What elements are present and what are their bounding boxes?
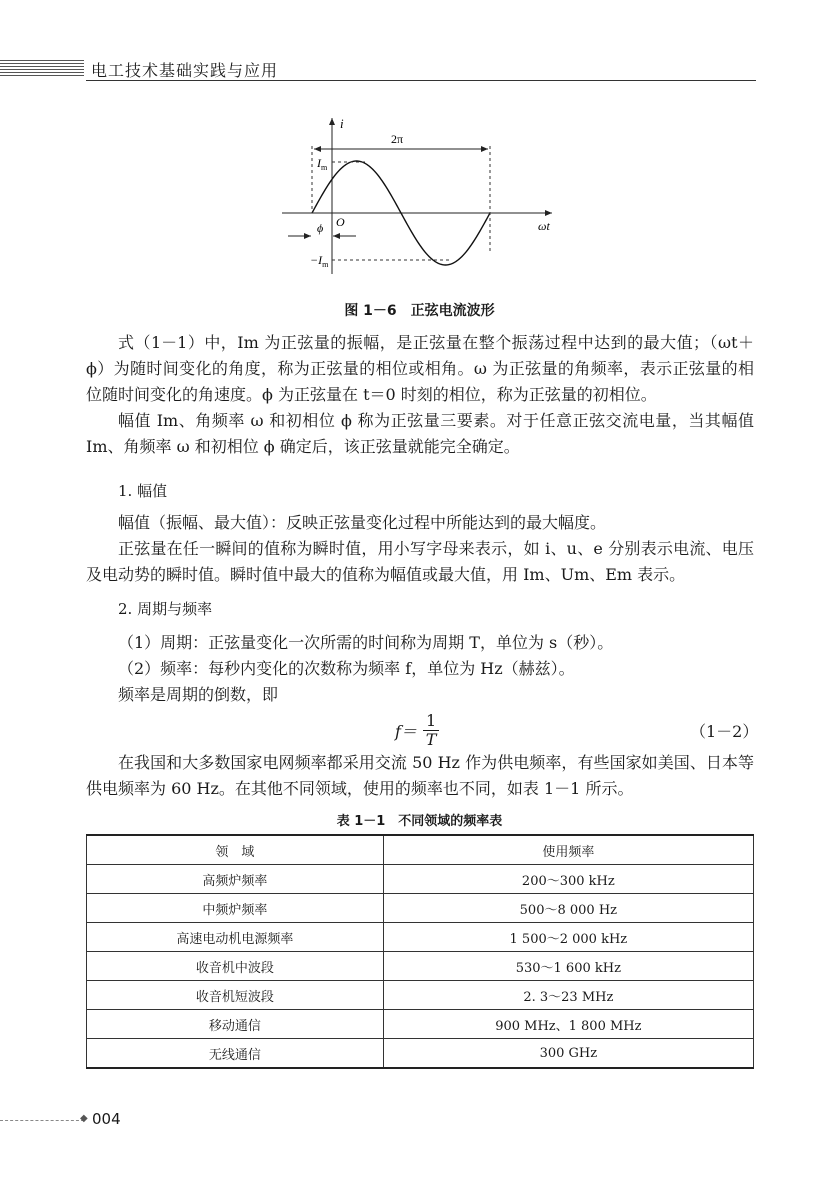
table-cell-frequency: 500～8 000 Hz: [383, 894, 753, 923]
table-header-domain: 领 域: [87, 835, 384, 865]
sine-wave-figure: [270, 112, 570, 282]
table-cell-frequency: 900 MHz、1 800 MHz: [383, 1010, 753, 1039]
table-cell-frequency: 530～1 600 kHz: [383, 952, 753, 981]
section-heading-amplitude: 1. 幅值: [118, 482, 168, 500]
formula-denominator: T: [425, 730, 437, 749]
label-i: i: [340, 116, 344, 131]
table-cell-domain: 收音机中波段: [87, 952, 384, 981]
table-cell-domain: 移动通信: [87, 1010, 384, 1039]
page-number: 004: [92, 1110, 121, 1128]
label-o: O: [336, 215, 345, 229]
paragraph-period: （1）周期：正弦量变化一次所需的时间称为周期 T，单位为 s（秒）。: [118, 633, 614, 652]
equation-number: （1－2）: [690, 722, 759, 741]
table-cell-domain: 高频炉频率: [87, 865, 384, 894]
footer-decoration: [0, 1120, 84, 1121]
section-heading-period: 2. 周期与频率: [118, 600, 213, 618]
formula-fraction: [423, 712, 439, 749]
figure-caption: 图 1－6 正弦电流波形: [344, 303, 495, 319]
table-cell-frequency: 200～300 kHz: [383, 865, 753, 894]
paragraph-1: 式（1－1）中，Im 为正弦量的振幅，是正弦量在整个振荡过程中达到的最大值；（ωt＋ϕ）为随时间变化的角度，称为正弦量的相位或相角。ω 为正弦量的角频率，表示正弦量的相位随时间变化的角速度。ϕ 为正弦量在 t＝0 时刻的相位，称为正弦量的初相位。: [86, 333, 754, 404]
formula-numerator: 1: [423, 712, 439, 731]
table-row: [87, 923, 754, 952]
table-cell-domain: 中频炉频率: [87, 894, 384, 923]
paragraph-instantaneous: 正弦量在任一瞬间的值称为瞬时值，用小写字母来表示，如 i、u、e 分别表示电流、电压及电动势的瞬时值。瞬时值中最大的值称为幅值或最大值，用 Im、Um、Em 表示。: [86, 539, 754, 584]
table-row: [87, 952, 754, 981]
footer-arrow-icon: ◆: [80, 1113, 88, 1124]
table-cell-frequency: 1 500～2 000 kHz: [383, 923, 753, 952]
table-cell-domain: 收音机短波段: [87, 981, 384, 1010]
table-cell-frequency: 2. 3～23 MHz: [383, 981, 753, 1010]
table-row: [87, 1010, 754, 1039]
label-phi: ϕ: [317, 221, 324, 235]
formula-lhs: f＝: [395, 722, 417, 741]
paragraph-reciprocal: 频率是周期的倒数，即: [118, 685, 279, 704]
table-cell-frequency: 300 GHz: [383, 1039, 753, 1069]
paragraph-2: 幅值 Im、角频率 ω 和初相位 ϕ 称为正弦量三要素。对于任意正弦交流电量，当其幅值 Im、角频率 ω 和初相位 ϕ 确定后，该正弦量就能完全确定。: [86, 411, 754, 456]
paragraph-frequency: （2）频率：每秒内变化的次数称为频率 f，单位为 Hz（赫兹）。: [118, 659, 575, 678]
label-omega-t: ωt: [538, 219, 550, 233]
frequency-table: [86, 834, 754, 1069]
paragraph-grid-frequency: 在我国和大多数国家电网频率都采用交流 50 Hz 作为供电频率，有些国家如美国、日本等供电频率为 60 Hz。在其他不同领域，使用的频率也不同，如表 1－1 所示。: [86, 753, 754, 798]
table-cell-domain: 无线通信: [87, 1039, 384, 1069]
table-header-frequency: 使用频率: [383, 835, 753, 865]
table-row: [87, 981, 754, 1010]
label-im: $I_m$: [317, 156, 328, 172]
table-row: [87, 865, 754, 894]
running-header-title: 电工技术基础实践与应用: [91, 61, 279, 80]
paragraph-amplitude-def: 幅值（振幅、最大值）：反映正弦量变化过程中所能达到的最大幅度。: [118, 513, 607, 532]
label-neg-im: $-I_m$: [310, 253, 329, 269]
header-decoration: [0, 60, 84, 78]
header-rule: [86, 80, 756, 81]
formula-f: [395, 712, 439, 749]
label-2pi: 2π: [391, 132, 404, 146]
table-row: [87, 894, 754, 923]
table-row: [87, 1039, 754, 1069]
table-cell-domain: 高速电动机电源频率: [87, 923, 384, 952]
table-caption: 表 1－1 不同领域的频率表: [336, 814, 503, 829]
